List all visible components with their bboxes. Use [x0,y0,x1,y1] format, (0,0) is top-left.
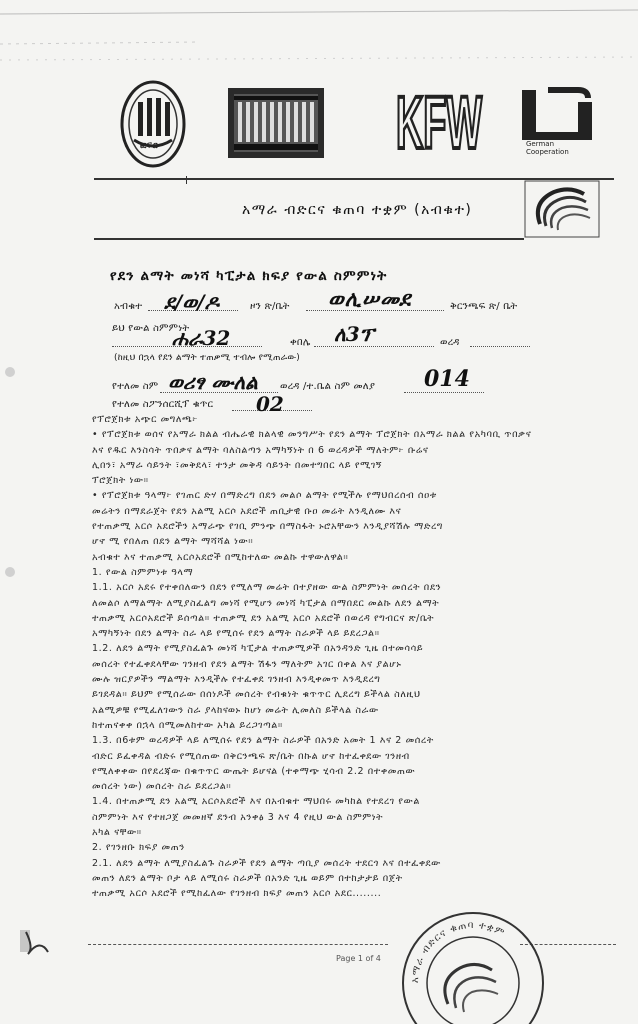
official-stamp [398,908,548,1024]
cooperation-caption: German Cooperation [526,140,569,156]
body-line: የፕሮጀክቱ አጭር መግለጫ፦ [92,414,199,425]
body-line: 1.2. ለደን ልማት የሚያስፈልጉ መነሻ ካፒታል ተጠቃሚዎች በአንዳንድ ጊዜ በተመሳሳይ [92,643,424,655]
regional-seal-logo [120,80,186,168]
subbranch-label: ቅርንጫፍ ጽ/ ቤት [450,301,518,312]
body-text [92,412,632,920]
svg-text:አማራ ብድርና ቁጠባ ተቋም [410,920,507,983]
group-label: ይህ የውል ስምምነት [112,323,190,334]
body-line: 1. የውል ስምምነቱ ዓላማ [92,566,194,578]
group-value: ሐራ32 [172,326,231,350]
body-line: ሙሉ ዝርያዎችን ማልማት እንዲችሉ የተፈቀደ ገንዘብ እንዲቀመጥ እንዲደረግ [92,674,381,686]
body-line: ፕሮጀክት ነው። [92,475,149,487]
signature-mark [20,928,60,958]
cooperation-logo-icon [518,82,598,142]
body-line: • የፕሮጀክቱ ዓላማ፦ የገጠር ድሃ በማድረግ በደን መልሶ ልማት የሚችሉ የማህበረሰብ ሰዐቱ [92,490,437,502]
kfw-logo-icon [394,82,484,154]
page-footer: Page 1 of 4 [336,954,381,963]
kfw-logo [394,82,484,154]
body-line: 2. የገንዘቡ ክፍያ መጠን [92,842,185,854]
field-note: (ከዚህ በኋላ የደን ልማት ተጠቃሚ ተብሎ የሚጠራው) [114,353,300,363]
number-value: 02 [256,392,284,416]
body-line: ሊበን፣ አማራ ሳይንት ፣መቅደላ፣ ተንታ መቅዳ ሳይንት በመተግበር ላይ የሚገኝ [92,459,383,471]
acsi-emblem-icon [524,180,600,238]
body-line: 1.1. አርሶ አደሩ የተቀበለውን በደን የሚለማ መሬት በተያዘው ውል ስምምነት መሰረት በደን [92,582,442,594]
title-rule [94,238,524,240]
body-line: • የፕሮጀክቱ ወሰና የአማራ ክልል ብሔራዊ ክልላዊ መንግሥት የደን ልማት ፕሮጀክት በአማራ ክልል የአካባቢ ጥበቃና [92,429,532,441]
body-line: መሬትን በማደራጀት የደን አልሚ አርሶ አደሮች ጠቢታዊ ቡዐ መሬት እንዲለሙ እና [92,505,402,517]
body-line: መጠን ለደን ልማት ቦታ ላይ ለሚሰሩ ስራዎች በአንድ ጊዜ ወይም በተከታታይ በጀት [92,872,403,884]
body-line: ብድር ይፈቀዳል ብድሩ የሚሰጠው በቅርንጫፍ ጽ/ቤት በኩል ሆኖ ከተፈቀደው ገንዘብ [92,750,410,762]
acsi-logo [524,180,600,238]
kebele-value: ለ3ፕ [334,322,374,346]
body-line: ተጠቃሚ አርሶአደሮች ይሰጣል። ተጠቃሚ ደን አልሚ አርሶ አደሮች በወረዳ የግብርና ጽ/ቤት [92,612,435,624]
german-cooperation-logo [518,82,598,160]
body-line: 1.4. በተጠቃሚ ደን አልሚ አርሶአደሮች እና በአብቁተ ማህበሩ መካከል የተደረገ የውል [92,796,420,808]
kebele-line [314,346,434,347]
branch-label: ዞን ጽ/ቤት [250,301,290,312]
contract-date-value: ደ/ወ/ዶ [164,290,219,314]
body-line: 2.1. ለደን ልማት ለሚያስፈልጉ ስራዎች የደን ልማት ጣቢያ መሰረት ተደርጎ እና በተፈቀደው [92,857,441,869]
building-logo [228,88,324,158]
zone-line [470,346,530,347]
body-line: እና የዱር እንስሳት ጥበቃና ልማት ባለስልጣን አማካኝነት በ 6 ወረዳዎች ማለትም፦ ቡሬና [92,444,429,456]
body-line: አብቁተ እና ተጠቃሚ አርሶአደሮች በሚከተለው መልኩ ተዋውለዋል። [92,551,349,563]
id-value: 014 [424,366,470,392]
body-line: መሰረት ነው) መሰረት ስራ ይደረጋል። [92,781,232,793]
body-line: ስምምነት እና የተዘጋጀ መመዘኛ ደንብ አንቀፅ 3 እና 4 የዚህ ውል ስምምነት [92,811,384,823]
zone-label: ወረዳ [440,337,460,348]
header-rule-tick [186,176,187,184]
body-line: አልሚዎቹ የሚፈለገውን ስራ ያላከናወኑ ከሆነ መሬት ሊመለስ ይችላል ስራው [92,704,379,716]
body-line: ሆኖ ሚ የበለጠ በደን ልማት ማሻሻል ነው። [92,536,254,548]
building-icon [228,88,324,158]
id-line [404,392,484,393]
body-line: አካል ናቸው። [92,827,142,839]
body-line: ተጠቃሚ አርሶ አደሮች የሚከፈለው የገንዘብ ክፍያ መጠን አርሶ አደር........ [92,888,382,900]
form-title: የደን ልማት መነሻ ካፒታል ክፍያ የውል ስምምነት [110,268,388,284]
name-value: ወሪፃ ሙለል [168,370,258,394]
body-line: ከተጠናቀቀ በኋላ በሚመለከተው አካል ይረጋገጣል። [92,719,283,731]
footer-rule-left [88,944,388,945]
kfw-wordmark: KFW [396,82,483,154]
contract-date-label: አብቁተ [114,301,143,312]
body-line: የሚለቀቀው በየደረጃው በቁጥጥር ውጤት ይሆናል (ተቀማጭ ሂሳብ 2.2 በተቀመጠው [92,765,416,777]
body-line: ለመልሶ ለማልማት ለሚያስፈልግ መነሻ የሚሆን መነሻ ካፒታል በማበደር መልኩ ለደን ልማት [92,597,440,609]
body-line: የተጠቃሚ አርሶ አደሮችን አማራጭ የገቢ ምንጭ በማስፋት ኑሮአቸውን እንዲያሻሽሉ ማድረግ [92,521,444,533]
body-line: ይገደዳል። ይህም የሚሰራው በሰነዶች መሰረት የብቁነት ቁጥጥር ሊደረግ ይችላል ስለዚህ [92,689,421,701]
id-label: ወረዳ /ተ.ቤል ስም መለያ [280,381,376,392]
institution-title: አማራ ብድርና ቁጠባ ተቋም (አብቁተ) [242,202,473,218]
stamp-ring-text: አማራ ብድርና ቁጠባ ተቋም [409,919,507,984]
seal-caption: ፎፍር [140,141,158,151]
name-label: የተለመ ስም [112,381,159,392]
body-line: 1.3. በ6ቱም ወረዳዎች ላይ ለሚሰሩ የደን ልማት ስራዎች በአንድ አመት 1 እና 2 መሰረት [92,735,434,747]
kebele-label: ቀበሌ [290,337,311,348]
body-line: አማካኝነት በደን ልማት ስራ ላይ የሚሰሩ የደን ልማት ስራዎች ላይ ይደረጋል። [92,628,380,640]
stamp-seal-icon [398,908,548,1024]
seal-emblem-icon [120,80,186,168]
branch-value: ወሊሠመደ [328,286,412,311]
body-line: መሰረት የተፈቀደላቸው ገንዘብ የደን ልማት ሽፋን ማለትም አገር በቀል እና ያልሆኑ [92,658,402,670]
number-label: የተለመ ስፖንሰርሺፕ ቁጥር [112,399,214,410]
